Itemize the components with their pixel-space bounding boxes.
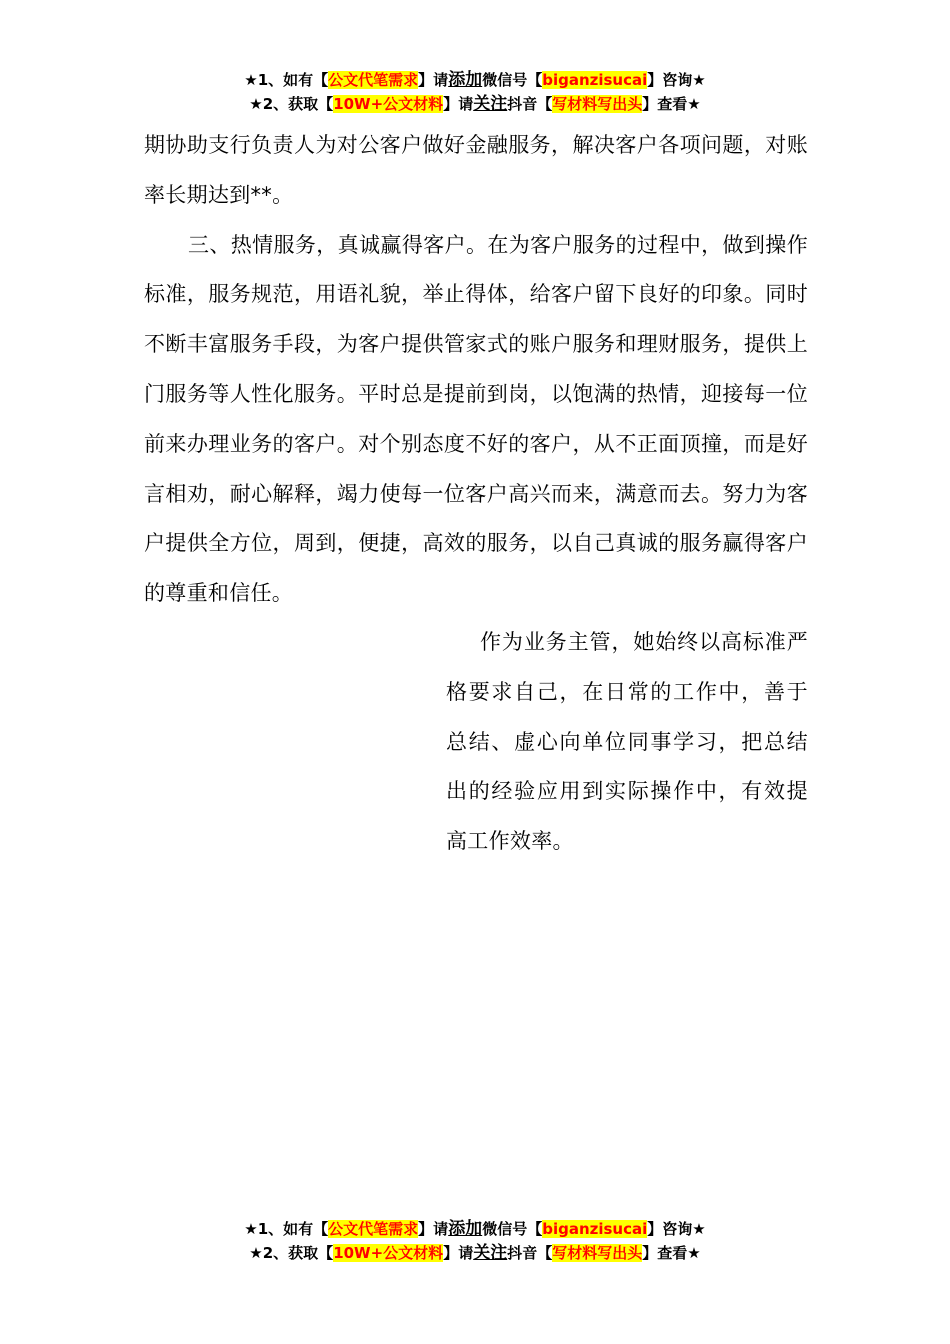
header-promo-banner (0, 68, 950, 116)
promo-text: ★2、获取【 (249, 95, 334, 113)
promo-highlight: 公文代笔需求 (328, 71, 419, 89)
footer-promo-banner (0, 1217, 950, 1265)
promo-underlined: 添加 (448, 1219, 483, 1239)
text-box (446, 618, 808, 867)
promo-text: 抖音【 (507, 95, 553, 113)
promo-text: 】查看★ (642, 95, 701, 113)
promo-line-2 (0, 1241, 950, 1265)
promo-text: 微信号【 (482, 71, 543, 89)
promo-highlight: 10W+公文材料 (333, 95, 444, 113)
promo-highlight: 写材料写出头 (552, 1244, 643, 1262)
document-body (144, 121, 808, 619)
promo-text: ★2、获取【 (249, 1244, 334, 1262)
promo-text: 】请 (418, 1220, 449, 1238)
promo-underlined: 关注 (473, 1243, 508, 1263)
paragraph-1: 期协助支行负责人为对公客户做好金融服务，解决客户各项问题，对账率长期达到**。 (144, 133, 808, 207)
promo-highlight: 公文代笔需求 (328, 1220, 419, 1238)
promo-text: ★1、如有【 (244, 71, 329, 89)
promo-highlight: 10W+公文材料 (333, 1244, 444, 1262)
promo-text: 抖音【 (507, 1244, 553, 1262)
promo-highlight: 写材料写出头 (552, 95, 643, 113)
promo-text: 】请 (418, 71, 449, 89)
promo-highlight: biganzisucai (542, 1220, 648, 1238)
promo-text: 】查看★ (642, 1244, 701, 1262)
promo-text: 】请 (443, 1244, 474, 1262)
text-box-paragraph: 作为业务主管，她始终以高标准严格要求自己，在日常的工作中，善于总结、虚心向单位同事学习，把总结出的经验应用到实际操作中，有效提高工作效率。 (446, 630, 808, 854)
promo-line-1 (0, 68, 950, 92)
promo-underlined: 添加 (448, 70, 483, 90)
paragraph-2: 三、热情服务，真诚赢得客户。在为客户服务的过程中，做到操作标准，服务规范，用语礼貌，举止得体，给客户留下良好的印象。同时不断丰富服务手段，为客户提供管家式的账户服务和理财服务，提供上门服务等人性化服务。平时总是提前到岗，以饱满的热情，迎接每一位前来办理业务的客户。对个别态度不好的客户，从不正面顶撞，而是好言相劝，耐心解释，竭力使每一位客户高兴而来，满意而去。努力为客户提供全方位，周到，便捷，高效的服务，以自己真诚的服务赢得客户的尊重和信任。 (144, 232, 808, 606)
promo-text: 】咨询★ (647, 1220, 706, 1238)
promo-text: ★1、如有【 (244, 1220, 329, 1238)
promo-line-2 (0, 92, 950, 116)
promo-underlined: 关注 (473, 94, 508, 114)
promo-text: 】请 (443, 95, 474, 113)
promo-text: 】咨询★ (647, 71, 706, 89)
promo-line-1 (0, 1217, 950, 1241)
promo-highlight: biganzisucai (542, 71, 648, 89)
promo-text: 微信号【 (482, 1220, 543, 1238)
